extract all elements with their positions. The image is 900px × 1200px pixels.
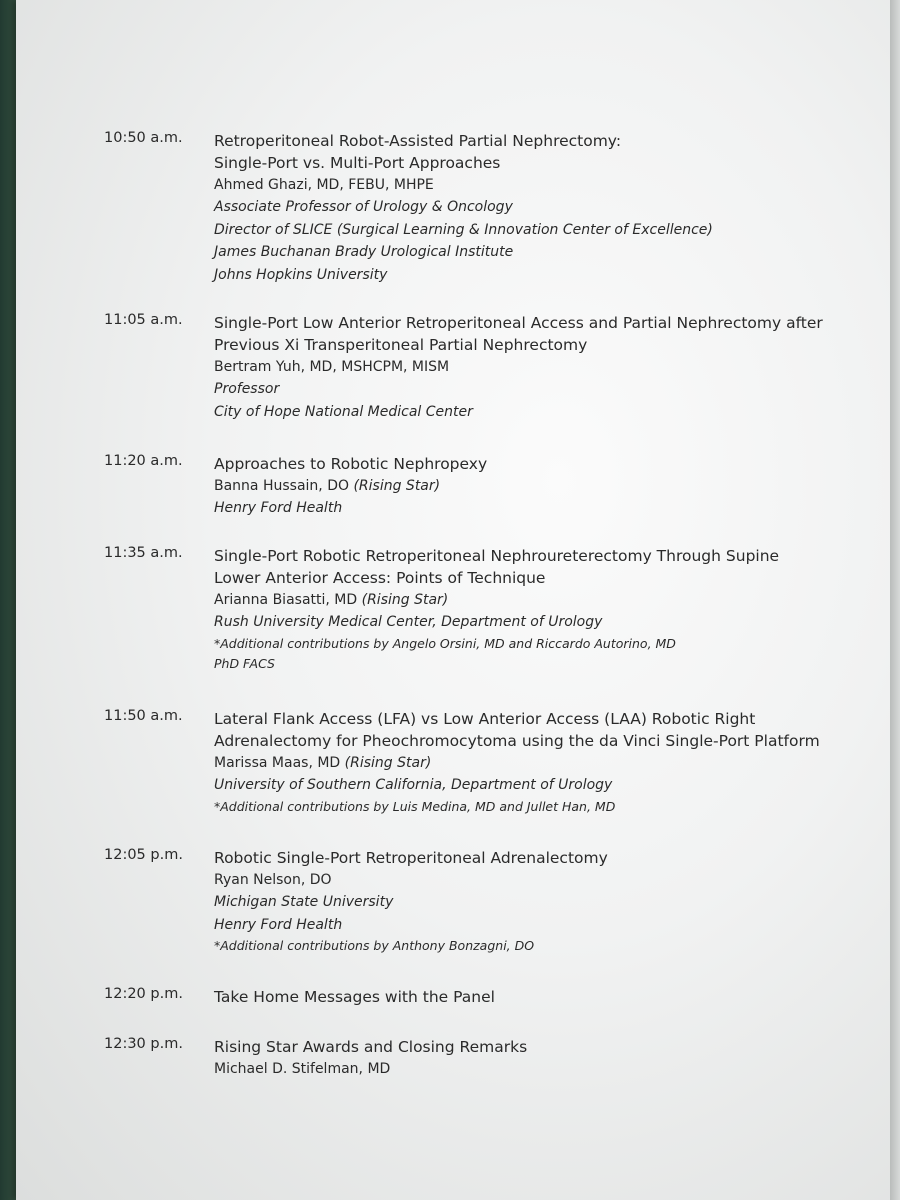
session-speaker: Ahmed Ghazi, MD, FEBU, MHPE	[214, 177, 434, 193]
speaker-affiliation: Director of SLICE (Surgical Learning & Innovation Center of Excellence)	[214, 221, 713, 238]
session-title: Previous Xi Transperitoneal Partial Nephrectomy	[214, 336, 588, 354]
session-speaker: Michael D. Stifelman, MD	[214, 1061, 391, 1077]
session-time: 10:50 a.m.	[104, 130, 183, 146]
contributions-note: *Additional contributions by Anthony Bonzagni, DO	[214, 938, 535, 953]
session-title: Approaches to Robotic Nephropexy	[214, 455, 488, 473]
page-edge-right	[890, 0, 900, 1200]
speaker-affiliation: Henry Ford Health	[214, 500, 343, 516]
session-title: Adrenalectomy for Pheochromocytoma using the da Vinci Single-Port Platform	[214, 732, 820, 750]
session-speaker	[214, 475, 884, 497]
session-title: Retroperitoneal Robot-Assisted Partial Nephrectomy:	[214, 132, 622, 150]
speaker-name: Banna Hussain, DO	[214, 478, 349, 494]
session-title: Lower Anterior Access: Points of Technique	[214, 569, 546, 587]
speaker-affiliation: Professor	[214, 381, 280, 397]
agenda-page	[16, 0, 892, 1200]
session-speaker: Ryan Nelson, DO	[214, 872, 332, 888]
rising-star-tag: (Rising Star)	[353, 478, 441, 494]
session-time: 11:05 a.m.	[104, 312, 183, 328]
session-title: Single-Port vs. Multi-Port Approaches	[214, 154, 501, 172]
speaker-affiliation: Johns Hopkins University	[214, 266, 388, 283]
session-speaker	[214, 752, 884, 774]
session-title: Take Home Messages with the Panel	[214, 988, 495, 1006]
speaker-affiliation: Henry Ford Health	[214, 916, 343, 933]
session-title: Lateral Flank Access (LFA) vs Low Anterior Access (LAA) Robotic Right	[214, 710, 756, 728]
speaker-affiliation: Rush University Medical Center, Department of Urology	[214, 614, 603, 630]
speaker-affiliation: Michigan State University	[214, 894, 394, 910]
speaker-name: Arianna Biasatti, MD	[214, 592, 358, 608]
session-time: 12:05 p.m.	[104, 847, 183, 863]
contributions-note: PhD FACS	[214, 655, 275, 671]
session-time: 11:50 a.m.	[104, 708, 183, 724]
session-title: Single-Port Robotic Retroperitoneal Nephroureterectomy Through Supine	[214, 547, 780, 565]
speaker-affiliation: Associate Professor of Urology & Oncology	[214, 199, 513, 215]
session-speaker	[214, 589, 884, 611]
session-time: 12:30 p.m.	[104, 1036, 183, 1052]
session-title: Single-Port Low Anterior Retroperitoneal Access and Partial Nephrectomy after	[214, 314, 823, 332]
speaker-affiliation: University of Southern California, Department of Urology	[214, 777, 613, 793]
speaker-name: Marissa Maas, MD	[214, 755, 341, 771]
speaker-affiliation: City of Hope National Medical Center	[214, 403, 473, 420]
session-title: Rising Star Awards and Closing Remarks	[214, 1038, 528, 1056]
rising-star-tag: (Rising Star)	[361, 592, 449, 608]
rising-star-tag: (Rising Star)	[344, 755, 432, 771]
session-time: 11:35 a.m.	[104, 545, 183, 561]
contributions-note: *Additional contributions by Angelo Orsini, MD and Riccardo Autorino, MD	[214, 635, 676, 651]
session-time: 11:20 a.m.	[104, 453, 183, 469]
session-time: 12:20 p.m.	[104, 986, 183, 1002]
contributions-note: *Additional contributions by Luis Medina, MD and Jullet Han, MD	[214, 798, 616, 814]
speaker-affiliation: James Buchanan Brady Urological Institute	[214, 244, 514, 260]
session-speaker: Bertram Yuh, MD, MSHCPM, MISM	[214, 359, 450, 375]
session-title: Robotic Single-Port Retroperitoneal Adrenalectomy	[214, 849, 608, 867]
